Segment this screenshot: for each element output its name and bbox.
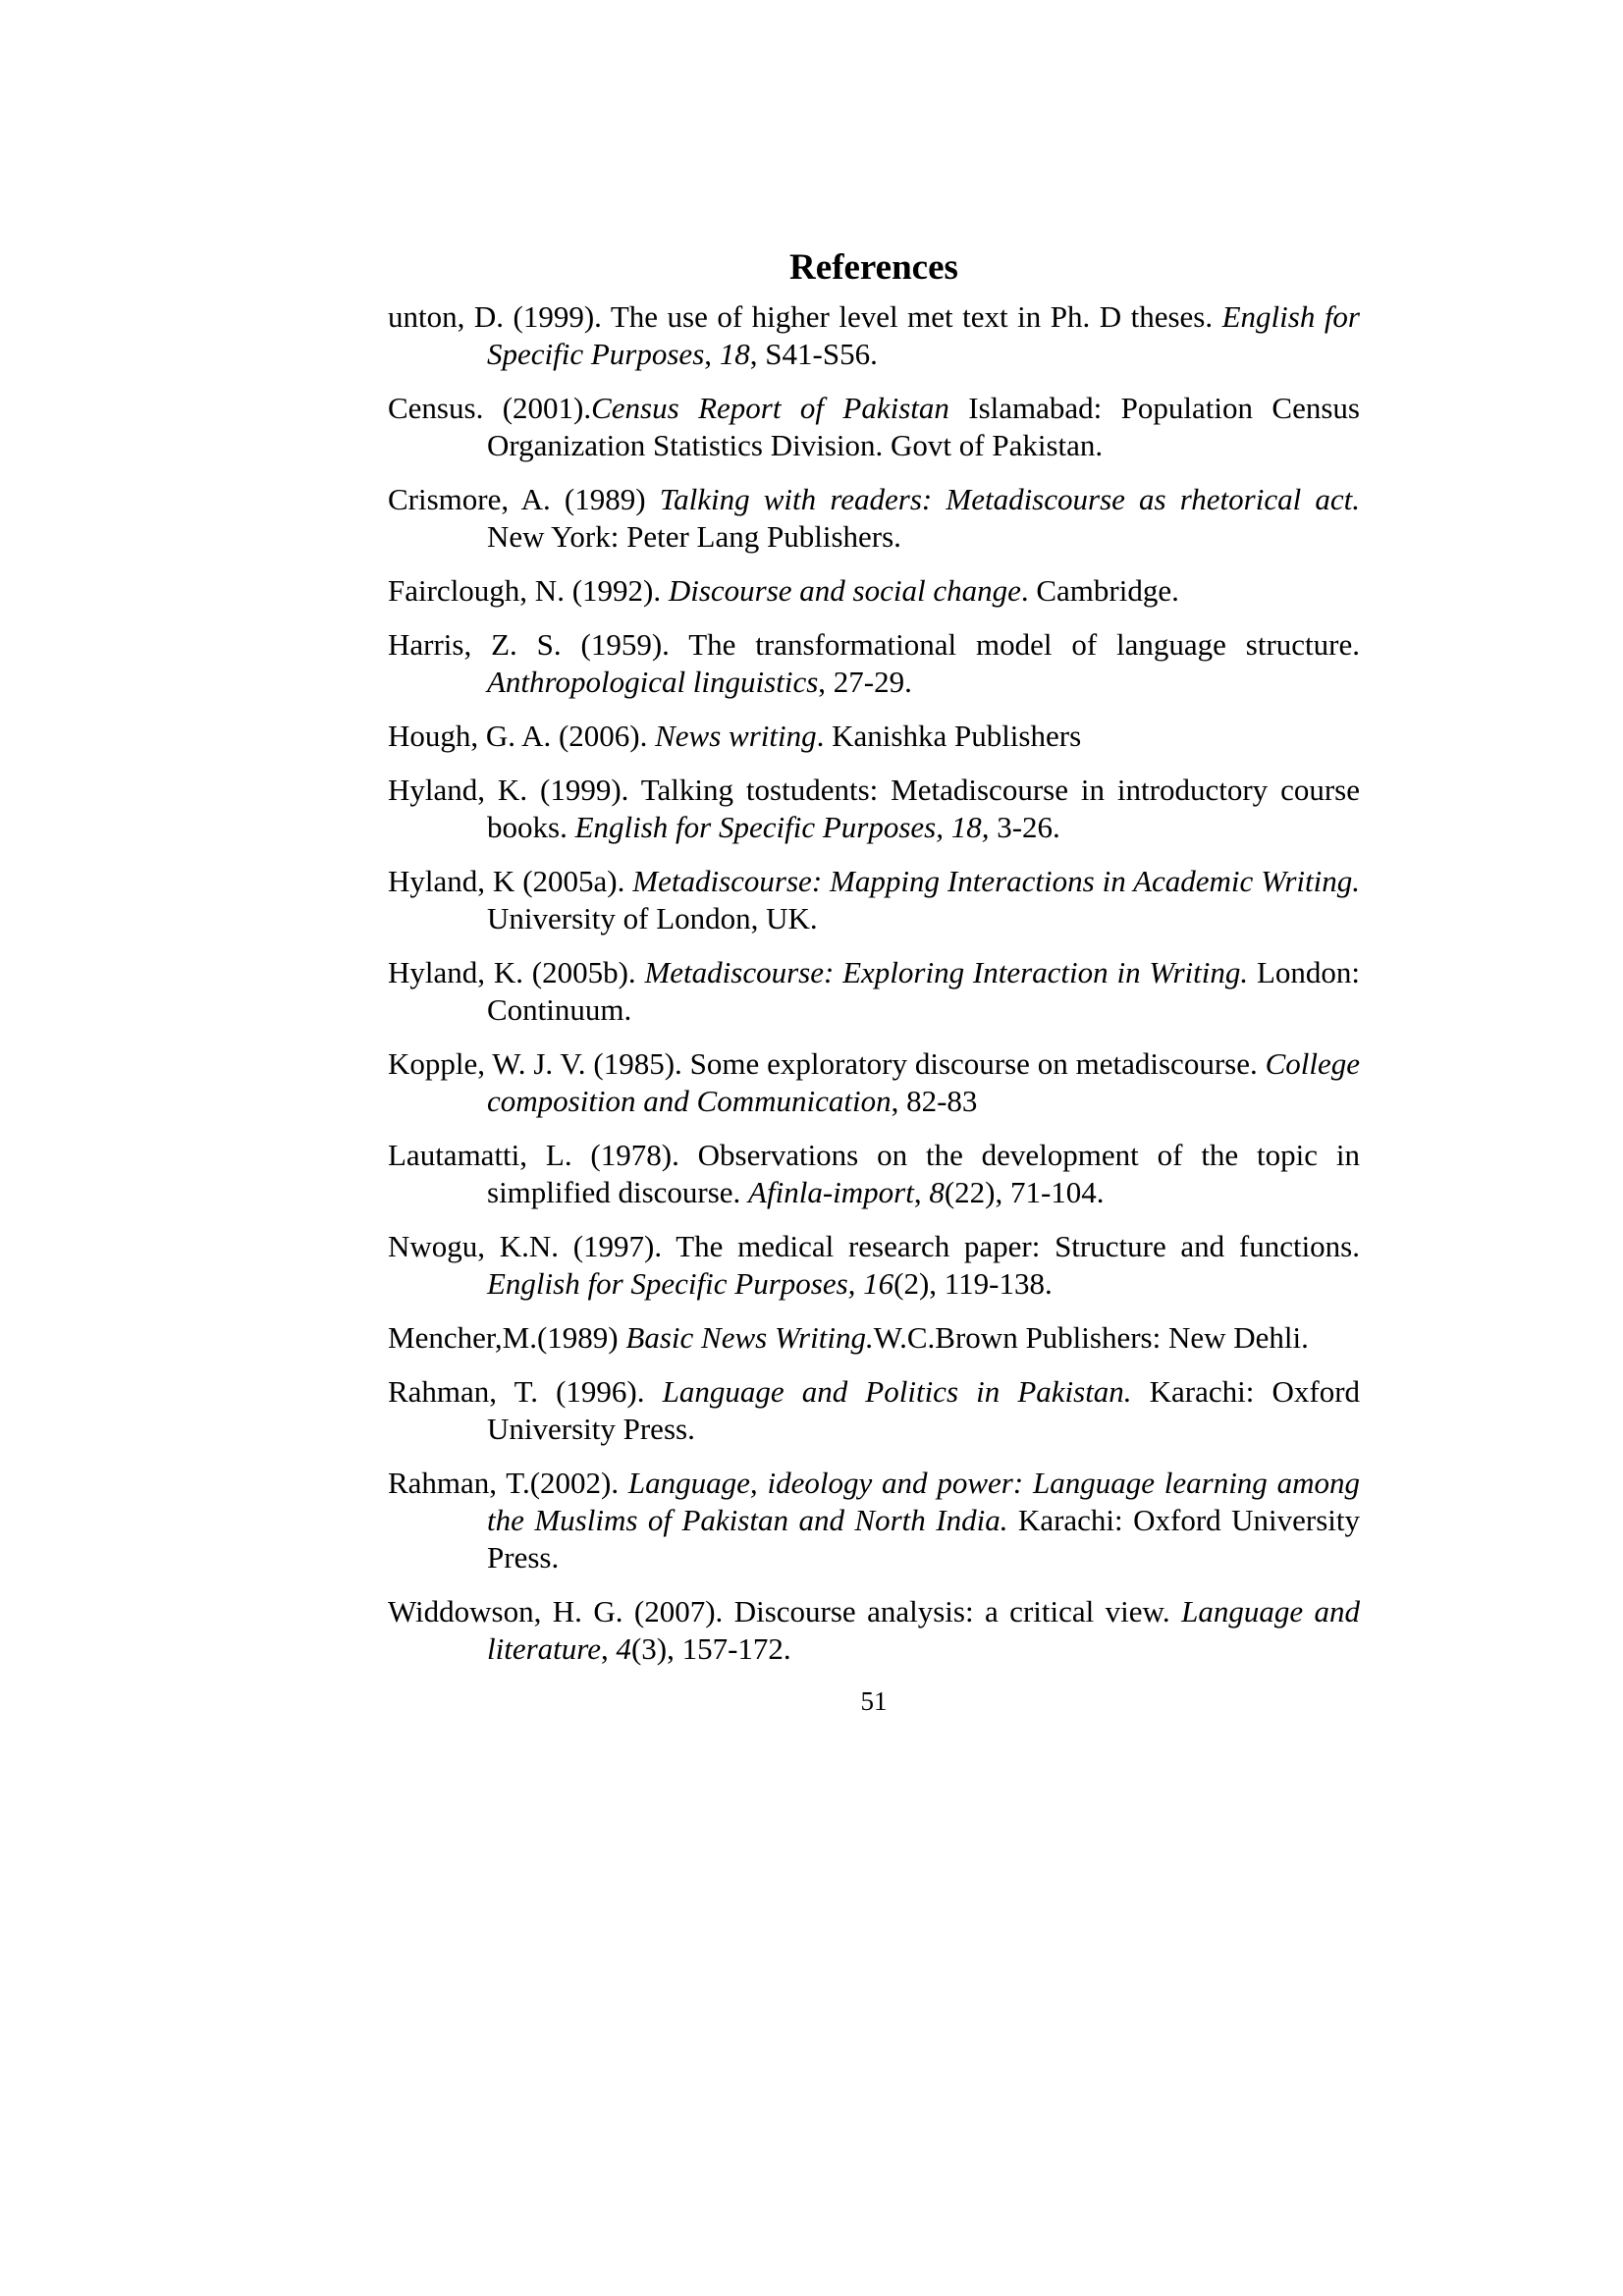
reference-entry: [388, 1228, 1360, 1303]
reference-text: , 82-83: [891, 1084, 978, 1118]
reference-italic-text: English for Specific Purposes, 16: [487, 1266, 894, 1301]
reference-entry: [388, 626, 1360, 701]
reference-text: (2), 119-138.: [893, 1266, 1053, 1301]
reference-text: Census. (2001).: [388, 391, 592, 425]
reference-text: ,: [600, 1631, 617, 1666]
document-page: [388, 236, 1360, 1718]
reference-text: . Kanishka Publishers: [816, 719, 1082, 753]
reference-text: Hyland, K (2005a).: [388, 864, 633, 898]
reference-italic-text: English for Specific Purposes, 18,: [574, 810, 990, 844]
reference-text: London: Continuum.: [487, 955, 1360, 1027]
reference-text: Karachi: Oxford University Press.: [487, 1503, 1361, 1575]
reference-text: (3), 157-172.: [630, 1631, 791, 1666]
reference-italic-text: Talking with readers: Metadiscourse as rhetorical act.: [659, 482, 1360, 516]
reference-italic-text: News writing: [655, 719, 817, 753]
reference-text: Rahman, T. (1996).: [388, 1374, 663, 1409]
page-number: 51: [860, 1686, 888, 1716]
reference-text: ,: [704, 337, 720, 371]
reference-text: (22), 71-104.: [944, 1175, 1105, 1209]
reference-text: , S41-S56.: [749, 337, 878, 371]
reference-text: Fairclough, N. (1992).: [388, 573, 669, 608]
reference-text: W.C.Brown Publishers: New Dehli.: [873, 1320, 1309, 1355]
reference-entry: [388, 863, 1360, 937]
references-heading: References: [789, 247, 958, 288]
reference-text: Hough, G. A. (2006).: [388, 719, 656, 753]
reference-italic-text: English for Specific Purposes: [487, 299, 1360, 371]
reference-text: , 27-29.: [818, 665, 912, 699]
reference-text: 3-26.: [989, 810, 1060, 844]
reference-entry: [388, 1045, 1360, 1120]
reference-text: Harris, Z. S. (1959). The transformational model of language structure.: [388, 627, 1360, 662]
reference-italic-text: Discourse and social change: [668, 573, 1021, 608]
reference-text: ,: [913, 1175, 930, 1209]
reference-text: University of London, UK.: [487, 901, 818, 935]
reference-entry: [388, 572, 1360, 610]
reference-text: Crismore, A. (1989): [388, 482, 660, 516]
reference-list: [388, 298, 1360, 1668]
reference-text: Widdowson, H. G. (2007). Discourse analysis: a critical view.: [388, 1594, 1182, 1629]
reference-text: Nwogu, K.N. (1997). The medical research paper: Structure and functions.: [388, 1229, 1360, 1263]
reference-entry: [388, 1137, 1360, 1211]
reference-italic-text: Anthropological linguistics: [487, 665, 819, 699]
reference-italic-text: Language and Politics in Pakistan.: [662, 1374, 1132, 1409]
reference-italic-text: Afinla-import: [748, 1175, 914, 1209]
reference-italic-text: Basic News Writing.: [625, 1320, 874, 1355]
reference-text: Hyland, K. (2005b).: [388, 955, 645, 989]
reference-entry: [388, 954, 1360, 1029]
reference-text: . Cambridge.: [1020, 573, 1179, 608]
reference-entry: [388, 1373, 1360, 1448]
reference-text: Mencher,M.(1989): [388, 1320, 626, 1355]
reference-italic-text: 18: [719, 337, 750, 371]
reference-entry: [388, 481, 1360, 556]
reference-italic-text: Census Report of Pakistan: [591, 391, 949, 425]
reference-italic-text: 8: [929, 1175, 945, 1209]
reference-entry: [388, 1593, 1360, 1668]
reference-text: Karachi: Oxford University Press.: [487, 1374, 1361, 1446]
reference-italic-text: Language, ideology and power: Language learning among the Muslims of Pakistan and North India.: [487, 1466, 1360, 1537]
reference-italic-text: Language and literature: [487, 1594, 1361, 1666]
reference-text: Islamabad: Population Census Organization Statistics Division. Govt of Pakistan.: [487, 391, 1360, 462]
reference-italic-text: College composition and Communication: [487, 1046, 1360, 1118]
reference-text: Rahman, T.(2002).: [388, 1466, 628, 1500]
reference-entry: [388, 390, 1360, 464]
reference-entry: [388, 772, 1360, 846]
reference-text: Lautamatti, L. (1978). Observations on the development of the topic in simplified discourse.: [388, 1138, 1360, 1209]
reference-italic-text: Metadiscourse: Mapping Interactions in Academic Writing.: [632, 864, 1360, 898]
reference-text: Kopple, W. J. V. (1985). Some exploratory discourse on metadiscourse.: [388, 1046, 1266, 1081]
reference-entry: [388, 1319, 1360, 1357]
reference-text: New York: Peter Lang Publishers.: [487, 519, 901, 554]
reference-entry: [388, 1465, 1360, 1576]
reference-text: unton, D. (1999). The use of higher level met text in Ph. D theses.: [388, 299, 1222, 334]
reference-italic-text: 4: [616, 1631, 631, 1666]
reference-italic-text: Metadiscourse: Exploring Interaction in Writing.: [644, 955, 1249, 989]
reference-text: Hyland, K. (1999). Talking tostudents: Metadiscourse in introductory course books.: [388, 773, 1360, 844]
reference-entry: [388, 718, 1360, 755]
reference-entry: [388, 298, 1360, 373]
